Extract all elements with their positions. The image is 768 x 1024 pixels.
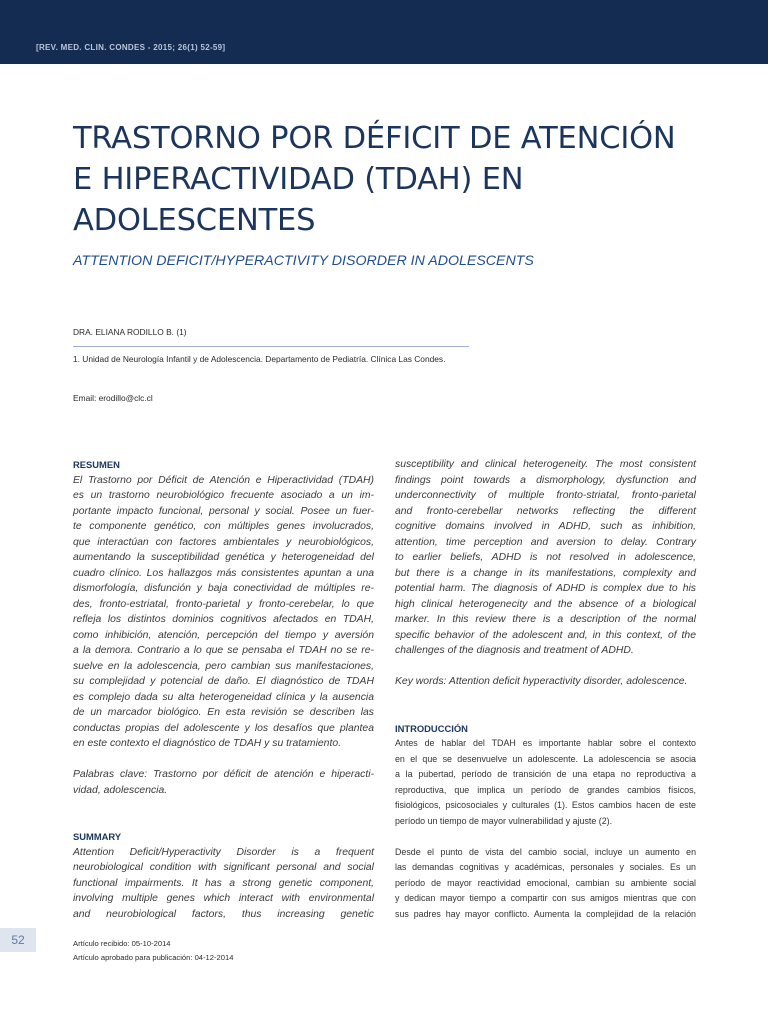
text-line: Desde el punto de vista del cambio social, incluye un aumento en [395, 846, 696, 857]
text-line: de un marcador biológico. En esta revisión se describen las [73, 707, 374, 718]
text-line: conductas propias del adolescente y los desafíos que plantea [73, 722, 374, 734]
resumen-text [73, 473, 374, 752]
author-name: DRA. ELIANA RODILLO B. (1) [73, 327, 187, 337]
text-line: cognitive domains involved in ADHD, such as inhibition, [395, 521, 696, 532]
text-line: attention, time perception and aversion to delay. Contrary [395, 536, 696, 548]
author-email: Email: erodillo@clc.cl [73, 393, 153, 403]
spacer [395, 829, 696, 845]
title-line: TRASTORNO POR DÉFICIT DE ATENCIÓN [73, 121, 676, 156]
text-line: período un tiempo de mayor vulnerabilidad y ajuste (2). [395, 815, 613, 826]
introduccion-paragraph-1 [395, 736, 696, 829]
text-line: reproductiva, que implica un período de grandes cambios físicos, [395, 784, 696, 795]
text-line: but there is a change in its manifestations, complexity and [395, 567, 696, 579]
right-column [395, 457, 696, 922]
introduccion-heading: INTRODUCCIÓN [395, 722, 468, 734]
text-line: susceptibility and clinical heterogeneity. The most consistent [395, 459, 696, 470]
text-line: findings point towards a dismorphology, dysfunction and [395, 474, 696, 486]
text-line: vidad, adolescencia. [73, 784, 168, 796]
spacer [73, 752, 374, 768]
text-line: marker. In this review there is a description of the normal [395, 614, 696, 625]
journal-header-bar [0, 0, 768, 64]
text-line: Attention Deficit/Hyperactivity Disorder is a frequent [73, 846, 374, 858]
text-line: and neurobiological factors, thus increasing genetic [73, 908, 374, 920]
text-line: potential harm. The diagnosis of ADHD is complex due to his [395, 583, 696, 594]
text-line: Palabras clave: Trastorno por déficit de atención e hiperacti- [73, 769, 374, 780]
approved-date: Artículo aprobado para publicación: 04-12-2014 [73, 953, 234, 962]
title-line: ADOLESCENTES [73, 203, 316, 238]
summary-heading: SUMMARY [73, 831, 122, 842]
text-line: portante impacto funcional, personal y social. Posee un fuer- [73, 505, 374, 517]
journal-reference: [REV. MED. CLIN. CONDES - 2015; 26(1) 52-59] [36, 43, 226, 52]
text-line: sus padres hay mayor conflicto. Aumenta la complejidad de la relación [395, 908, 696, 919]
text-line: que interactúan con factores ambientales y neurobiológicos, [73, 536, 374, 548]
text-line: involving multiple genes which interact with environmental [73, 893, 374, 904]
spacer [73, 798, 374, 829]
text-line: fisiológicos, psicosociales y culturales (1). Estos cambios hacen de este [395, 800, 696, 810]
text-line: Antes de hablar del TDAH es importante hablar sobre el contexto [395, 738, 696, 748]
resumen-heading: RESUMEN [73, 459, 120, 470]
text-line: aumentando la susceptibilidad genética y heterogeneidad del [73, 552, 374, 563]
spacer [395, 659, 696, 675]
text-line: challenges of the diagnosis and treatment of ADHD. [395, 645, 634, 656]
summary-continued [395, 457, 696, 659]
text-line: Key words: Attention deficit hyperactivity disorder, adolescence. [395, 676, 688, 687]
text-line: a la pubertad, período de transición de una etapa no reproductiva a [395, 769, 696, 779]
text-line: cuadro clínico. Los hallazgos más consistentes apuntan a una [73, 567, 374, 579]
text-line: El Trastorno por Déficit de Atención e Hiperactividad (TDAH) [73, 474, 374, 486]
text-line: underconnectivity of multiple fronto-striatal, fronto-parietal [395, 490, 696, 501]
text-line: en este contexto el diagnóstico de TDAH y su tratamiento. [73, 738, 341, 749]
text-line: to earlier beliefs, ADHD is not resolved in adolescence, [395, 552, 696, 563]
text-line: como inhibición, atención, percepción del tiempo y aversión [73, 629, 374, 641]
text-line: período de mayor reactividad emocional, cambian su ambiente social [395, 877, 696, 888]
palabras-clave [73, 767, 374, 798]
title-line: E HIPERACTIVIDAD (TDAH) EN [73, 162, 524, 197]
left-column [73, 457, 374, 922]
text-line: te componente genético, con múltiples genes involucrados, [73, 521, 374, 532]
text-line: dismorfología, disfunción y baja conectividad de múltiples re- [73, 583, 374, 594]
text-line: su complejidad y potencial de daño. El diagnóstico de TDAH [73, 676, 374, 687]
text-line: y dedican mayor tiempo a compartir con sus amigos mientras que con [395, 893, 696, 903]
author-affiliation: 1. Unidad de Neurología Infantil y de Adolescencia. Departamento de Pediatría. Clínica Las Condes. [73, 354, 446, 364]
text-line: high clinical heterogenecity and the absence of a biological [395, 598, 696, 610]
text-line: and fronto-cerebellar networks reflecting the different [395, 505, 696, 517]
text-line: a la demora. Contrario a lo que se pensaba el TDAH no se re- [73, 645, 374, 656]
page-number: 52 [0, 928, 36, 952]
key-words [395, 674, 696, 690]
text-line: es complejo dada su alta heterogeneidad clínica y la ausencia [73, 691, 374, 703]
article-subtitle: ATTENTION DEFICIT/HYPERACTIVITY DISORDER IN ADOLESCENTS [73, 253, 534, 269]
text-line: en el que se desenvuelve un adolescente. La adolescencia se asocia [395, 753, 696, 764]
text-line: suelve en la adolescencia, pero cambian sus manifestaciones, [73, 660, 374, 672]
text-line: specific behavior of the adolescent and, in this context, of the [395, 629, 696, 641]
text-line: functional impairments. It has a strong genetic component, [73, 877, 374, 889]
summary-text [73, 845, 374, 923]
article-title [73, 118, 713, 241]
author-divider [73, 346, 469, 347]
text-line: neurobiological condition with significant personal and social [73, 862, 374, 873]
received-date: Artículo recibido: 05-10-2014 [73, 939, 171, 948]
text-line: refleja los distintos dominios cognitivos afectados en TDAH, [73, 614, 374, 625]
text-line: des, fronto-estriatal, fronto-parietal y fronto-cerebelar, lo que [73, 598, 374, 610]
text-line: es un trastorno neurobiológico frecuente asociado a un im- [73, 490, 374, 501]
introduccion-paragraph-2 [395, 845, 696, 923]
spacer [395, 690, 696, 721]
text-line: las demandas cognitivas y académicas, personales y sociales. Es un [395, 862, 696, 872]
